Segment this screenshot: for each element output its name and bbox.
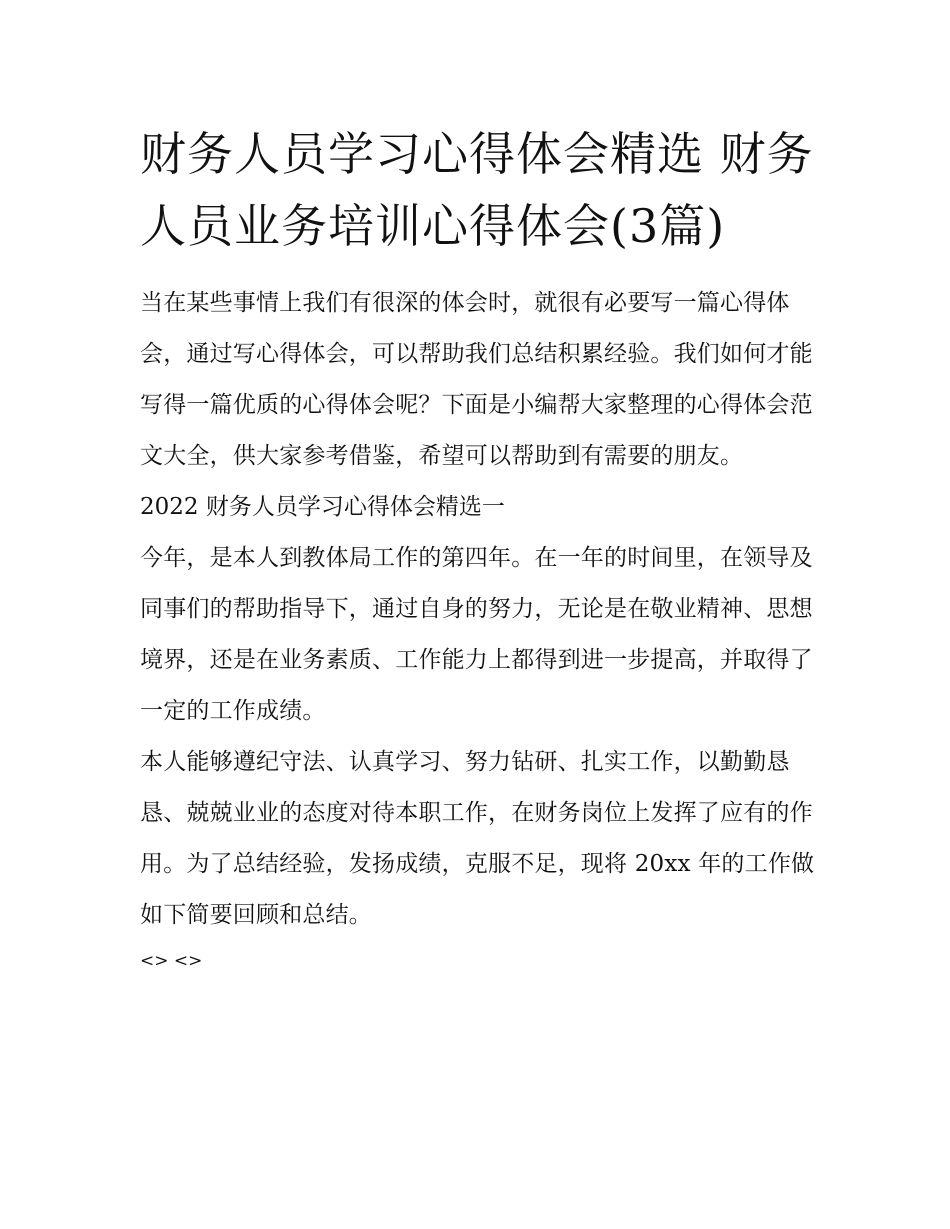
page-nav-marks[interactable]: <> <> [140,951,203,971]
section-heading: 2022 财务人员学习心得体会精选一 [140,494,505,520]
body-paragraph-1: 今年，是本人到教体局工作的第四年。在一年的时间里，在领导及同事们的帮助指导下，通过自身的努力，无论是在敬业精神、思想境界，还是在业务素质、工作能力上都得到进一步提高，并取得了一定的工作成绩。 [140,545,813,724]
document-page [140,118,815,981]
document-title: 财务人员学习心得体会精选 财务人员业务培训心得体会(3篇) [140,127,814,253]
intro-paragraph: 当在某些事情上我们有很深的体会时，就很有必要写一篇心得体会，通过写心得体会，可以帮助我们总结积累经验。我们如何才能写得一篇优质的心得体会呢？下面是小编帮大家整理的心得体会范文大全，供大家参考借鉴，希望可以帮助到有需要的朋友。 [140,290,813,469]
body-paragraph-2: 本人能够遵纪守法、认真学习、努力钻研、扎实工作，以勤勤恳恳、兢兢业业的态度对待本职工作，在财务岗位上发挥了应有的作用。为了总结经验，发扬成绩，克服不足，现将 20xx 年的工作做如下简要回顾和总结。 [140,749,815,928]
